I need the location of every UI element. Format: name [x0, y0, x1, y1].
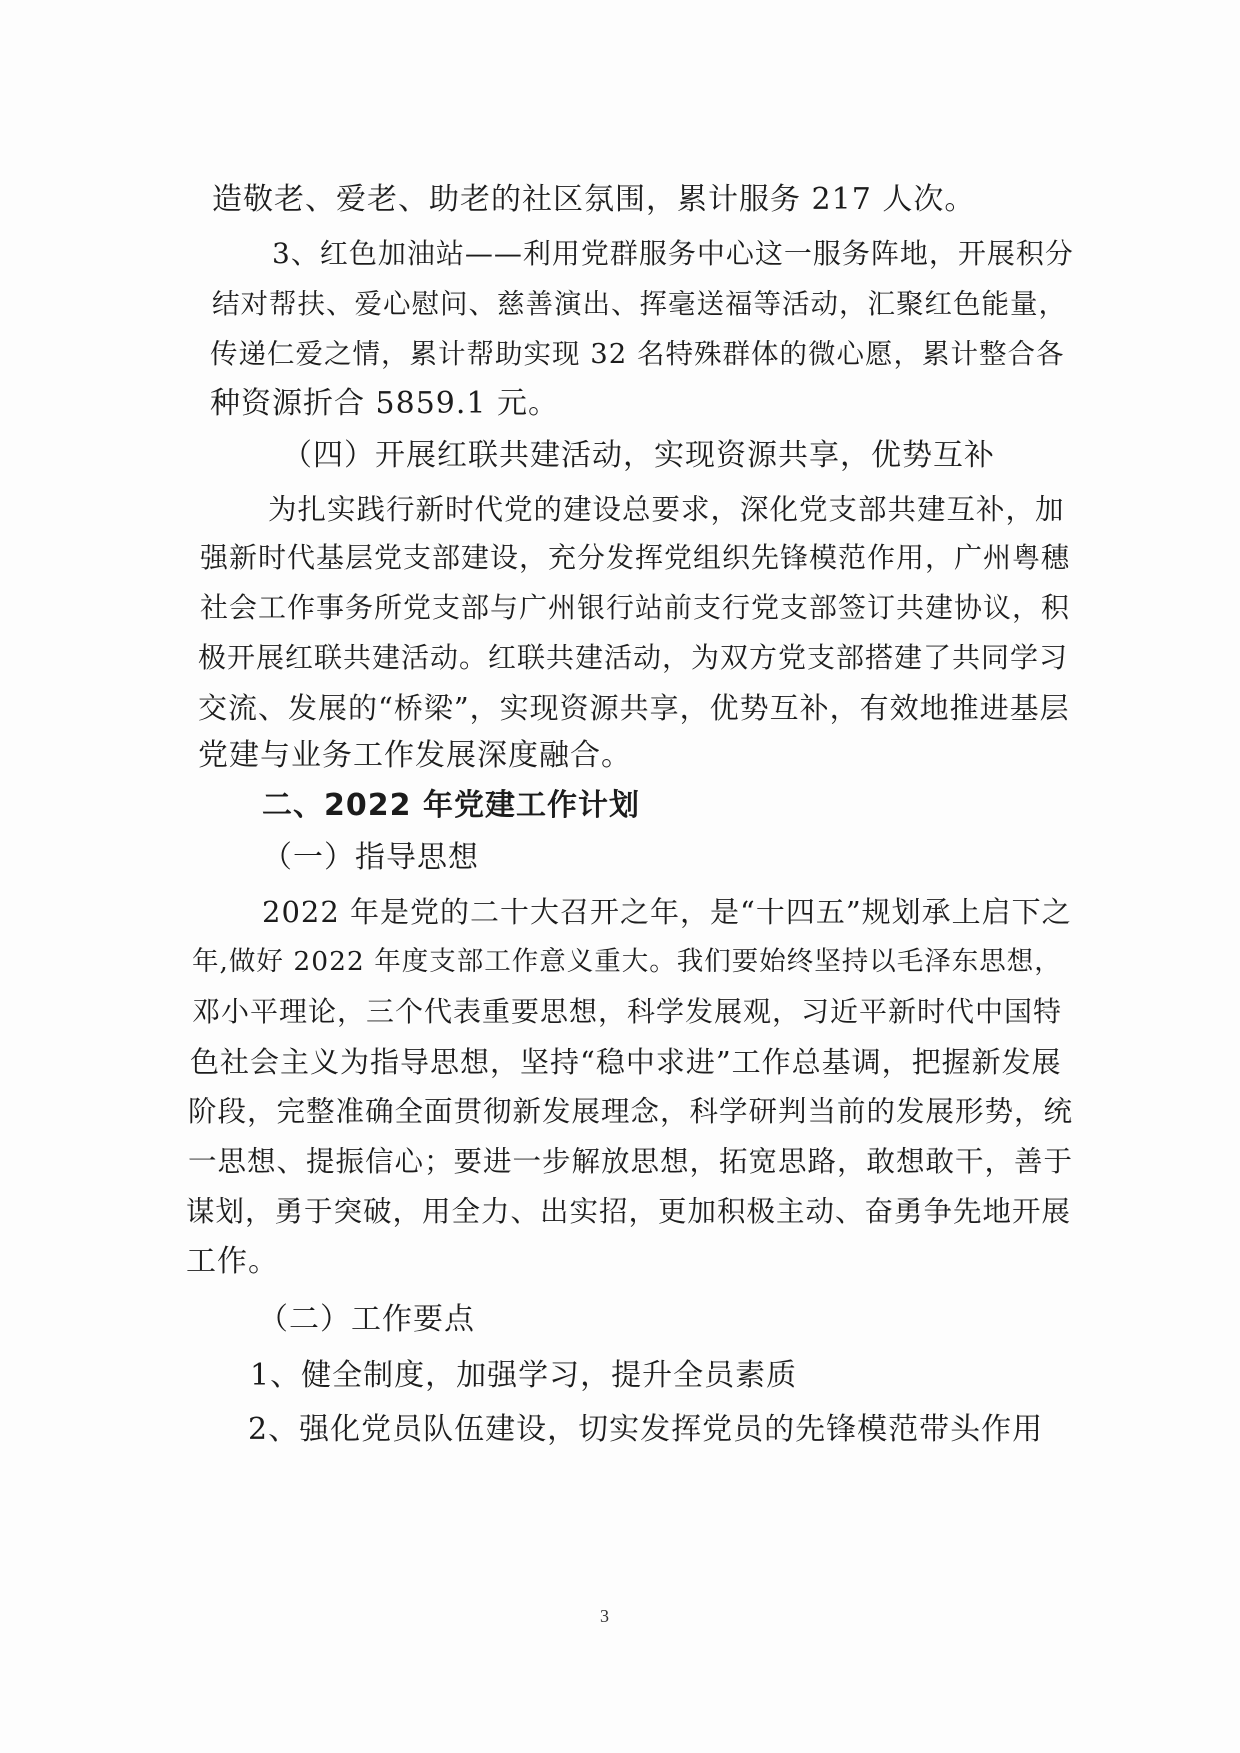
list-item-2: 2、强化党员队伍建设，切实发挥党员的先锋模范带头作用: [248, 1412, 1044, 1447]
body-line-20: 一思想、提振信心；要进一步解放思想，拓宽思路，敢想敢干，善于: [188, 1145, 1074, 1178]
body-line-2: 3、红色加油站——利用党群服务中心这一服务阵地，开展积分: [272, 237, 1074, 270]
body-line-4: 传递仁爱之情，累计帮助实现 32 名特殊群体的微心愿，累计整合各: [210, 338, 1065, 370]
subheading-1: （一）指导思想: [262, 840, 479, 875]
body-line-17: 邓小平理论，三个代表重要思想，科学发展观，习近平新时代中国特: [192, 995, 1063, 1028]
body-line-5: 种资源折合 5859.1 元。: [210, 386, 560, 421]
body-line-8: 强新时代基层党支部建设，充分发挥党组织先锋模范作用，广州粤穗: [200, 541, 1071, 574]
body-line-21: 谋划，勇于突破，用全力、出实招，更加积极主动、奋勇争先地开展: [186, 1195, 1072, 1228]
body-line-19: 阶段，完整准确全面贯彻新发展理念，科学研判当前的发展形势，统: [188, 1095, 1074, 1128]
section-heading-2: 二、2022 年党建工作计划: [262, 788, 640, 823]
subheading-2: （二）工作要点: [258, 1302, 475, 1337]
body-line-16: 年,做好 2022 年度支部工作意义重大。我们要始终坚持以毛泽东思想，: [192, 946, 1062, 977]
body-line-3: 结对帮扶、爱心慰问、慈善演出、挥毫送福等活动，汇聚红色能量，: [212, 288, 1067, 320]
body-line-10: 极开展红联共建活动。红联共建活动，为双方党支部搭建了共同学习: [198, 641, 1069, 674]
body-line-15: 2022 年是党的二十大召开之年，是“十四五”规划承上启下之: [262, 895, 1072, 929]
body-line-18: 色社会主义为指导思想，坚持“稳中求进”工作总基调，把握新发展: [190, 1045, 1062, 1079]
body-line-12: 党建与业务工作发展深度融合。: [198, 738, 632, 773]
subheading-4: （四）开展红联共建活动，实现资源共享，优势互补: [282, 438, 995, 473]
body-line-1: 造敬老、爱老、助老的社区氛围，累计服务 217 人次。: [212, 182, 976, 217]
list-item-1: 1、健全制度，加强学习，提升全员素质: [250, 1358, 798, 1393]
body-line-9: 社会工作事务所党支部与广州银行站前支行党支部签订共建协议，积: [200, 591, 1071, 624]
body-line-7: 为扎实践行新时代党的建设总要求，深化党支部共建互补，加: [268, 493, 1065, 526]
body-line-22: 工作。: [186, 1244, 279, 1279]
page-number: 3: [600, 1606, 609, 1626]
body-line-11: 交流、发展的“桥梁”，实现资源共享，优势互补，有效地推进基层: [198, 691, 1070, 725]
